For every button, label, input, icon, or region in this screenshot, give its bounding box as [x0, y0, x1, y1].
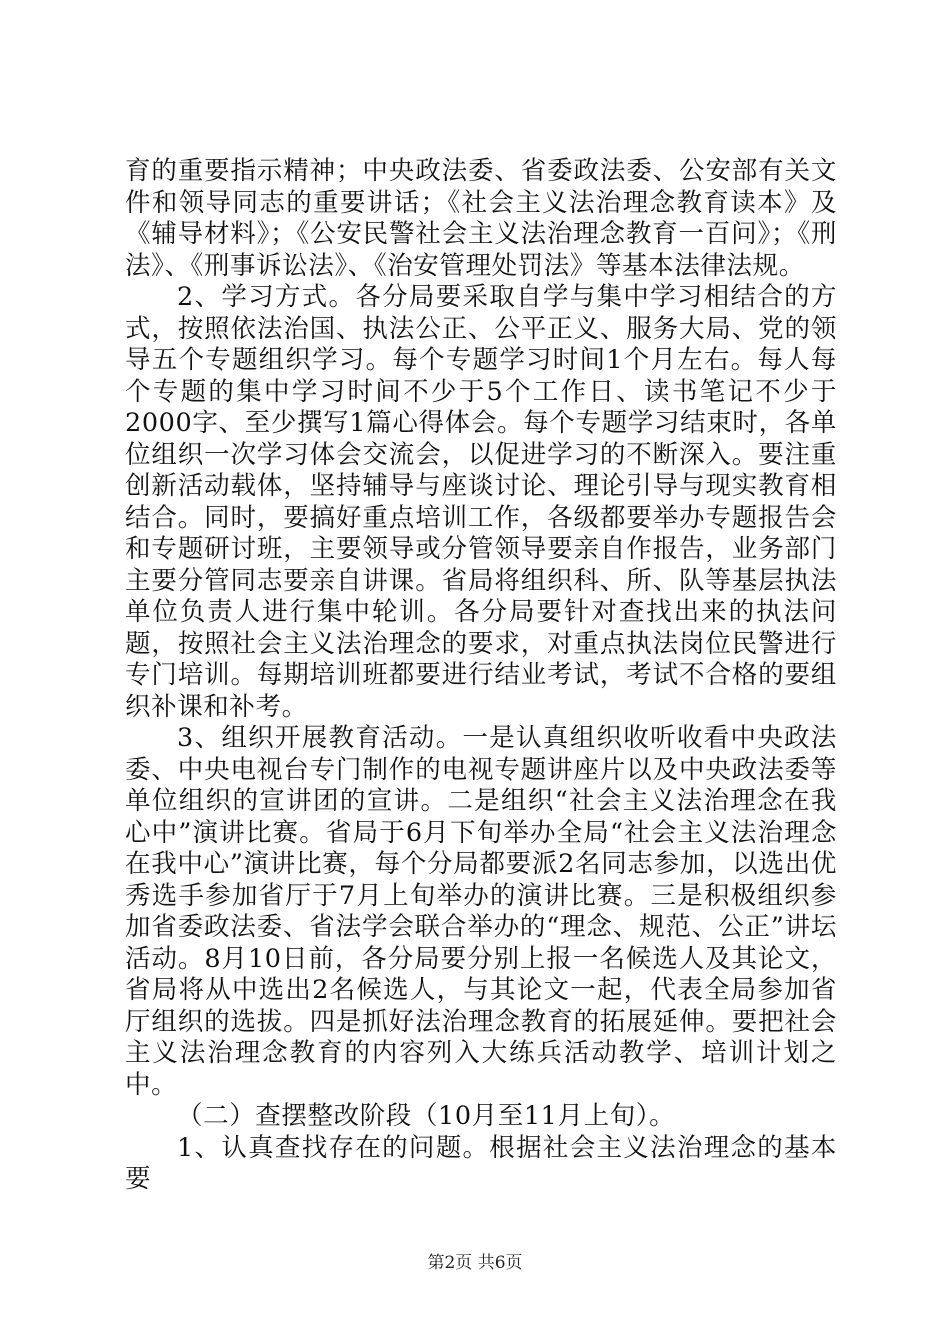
paragraph-3: 3、组织开展教育活动。一是认真组织收听收看中央政法委、中央电视台专门制作的电视专题讲座片以及中央政法委等单位组织的宣讲团的宣讲。二是组织“社会主义法治理念在我心中”演讲比赛。省局于6月下旬举办全局“社会主义法治理念在我中心”演讲比赛，每个分局都要派2名同志参加，以选出优秀选手参加省厅于7月上旬举办的演讲比赛。三是积极组织参加省委政法委、省法学会联合举办的“理念、规范、公正”讲坛活动。8月10日前，各分局要分别上报一名候选人及其论文，省局将从中选出2名候选人，与其论文一起，代表全局参加省厅组织的选拔。四是抓好法治理念教育的拓展延伸。要把社会主义法治理念教育的内容列入大练兵活动教学、培训计划之中。: [125, 723, 837, 1100]
document-body: [125, 156, 837, 1196]
paragraph-1: 育的重要指示精神；中央政法委、省委政法委、公安部有关文件和领导同志的重要讲话；《社会主义法治理念教育读本》及《辅导材料》；《公安民警社会主义法治理念教育一百问》；《刑法》、《刑事诉讼法》、《治安管理处罚法》等基本法律法规。: [125, 156, 837, 281]
paragraph-4: 1、认真查找存在的问题。根据社会主义法治理念的基本要: [125, 1132, 837, 1194]
paragraph-2: 2、学习方式。各分局要采取自学与集中学习相结合的方式，按照依法治国、执法公正、公平正义、服务大局、党的领导五个专题组织学习。每个专题学习时间1个月左右。每人每个专题的集中学习时间不少于5个工作日、读书笔记不少于2000字、至少撰写1篇心得体会。每个专题学习结束时，各单位组织一次学习体会交流会，以促进学习的不断深入。要注重创新活动载体，坚持辅导与座谈讨论、理论引导与现实教育相结合。同时，要搞好重点培训工作，各级都要举办专题报告会和专题研讨班，主要领导或分管领导要亲自作报告，业务部门主要分管同志要亲自讲课。省局将组织科、所、队等基层执法单位负责人进行集中轮训。各分局要针对查找出来的执法问题，按照社会主义法治理念的要求，对重点执法岗位民警进行专门培训。每期培训班都要进行结业考试，考试不合格的要组织补课和补考。: [125, 282, 837, 722]
page-number-footer: 第2页 共6页: [427, 1253, 523, 1273]
section-heading: （二）查摆整改阶段（10月至11月上旬）。: [177, 1101, 676, 1131]
